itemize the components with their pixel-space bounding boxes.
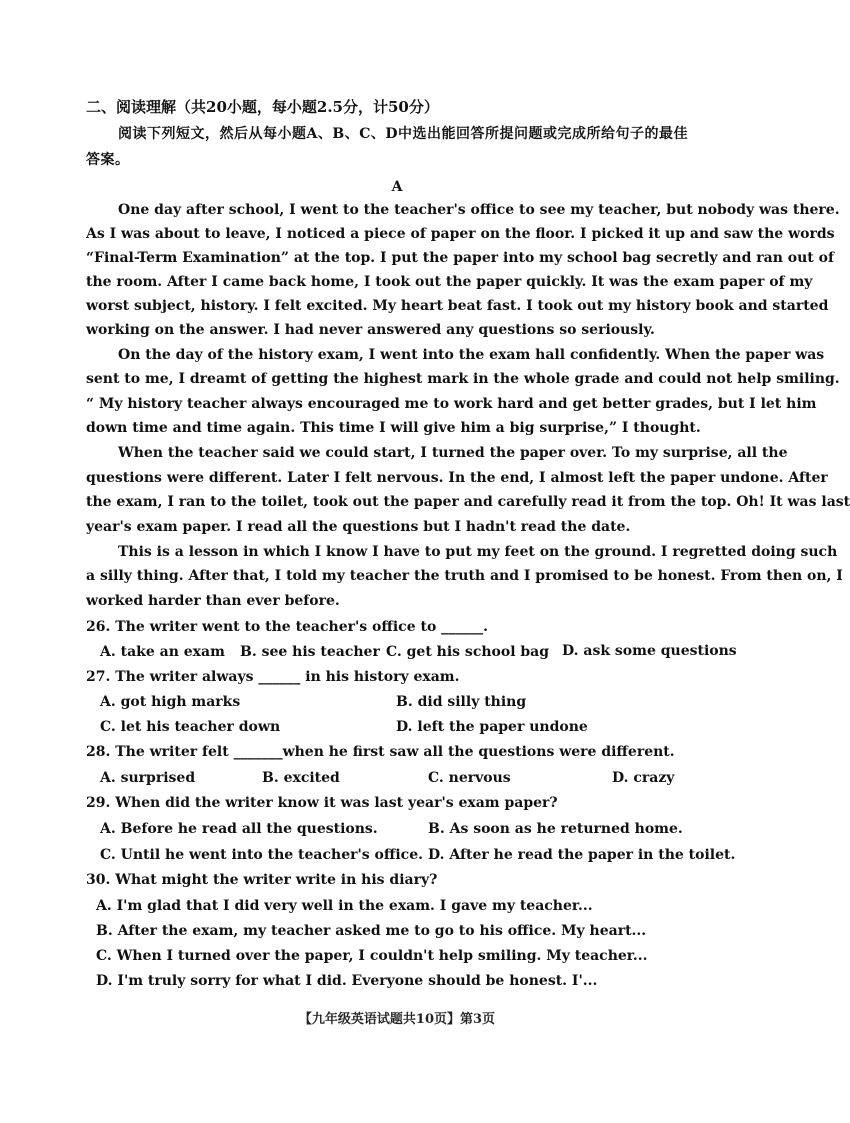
section-title: 二、阅读理解（共20小题，每小题2.5分，计50分） [86,98,439,116]
question-29-stem: 29. When did the writer know it was last year's exam paper? [86,795,558,811]
q27-option-b: B. did silly thing [396,694,527,710]
instruction-line-1: 阅读下列短文，然后从每小题A、B、C、D中选出能回答所提问题或完成所给句子的最佳 [118,126,688,142]
passage-line: When the teacher said we could start, I turned the paper over. To my surprise, all the [118,445,788,461]
q27-option-a: A. got high marks [100,694,241,710]
q30-option-d: D. I'm truly sorry for what I did. Everyone should be honest. I'... [96,973,598,989]
passage-line: sent to me, I dreamt of getting the highest mark in the whole grade and could not help smiling. [86,371,840,387]
q30-option-a: A. I'm glad that I did very well in the exam. I gave my teacher... [96,898,593,914]
passage-line: One day after school, I went to the teacher's office to see my teacher, but nobody was there. [118,202,840,218]
passage-line: working on the answer. I had never answered any questions so seriously. [86,322,655,338]
page-footer: 【九年级英语试题共10页】第3页 [298,1012,496,1027]
q26-option-d: D. ask some questions [562,643,737,659]
q28-option-a: A. surprised [100,770,196,786]
passage-line: the exam, I ran to the toilet, took out the paper and carefully read it from the top. Oh! It was last [86,494,850,510]
passage-label: A [391,179,403,195]
passage-line: As I was about to leave, I noticed a piece of paper on the floor. I picked it up and saw the words [86,226,835,242]
q26-option-a: A. take an exam [100,644,225,660]
question-26-stem: 26. The writer went to the teacher's office to ______. [86,619,489,635]
q28-option-c: C. nervous [428,770,511,786]
passage-line: a silly thing. After that, I told my teacher the truth and I promised to be honest. From then on, I [86,568,843,584]
q30-option-c: C. When I turned over the paper, I couldn't help smiling. My teacher... [96,948,648,964]
q29-option-a: A. Before he read all the questions. [100,821,378,837]
passage-line: the room. After I came back home, I took out the paper quickly. It was the exam paper of my [86,274,813,290]
passage-line: down time and time again. This time I will give him a big surprise,” I thought. [86,420,701,436]
q28-option-b: B. excited [262,770,340,786]
passage-line: worst subject, history. I felt excited. My heart beat fast. I took out my history book and started [86,298,829,314]
q26-option-c: C. get his school bag [386,644,550,660]
passage-line: This is a lesson in which I know I have to put my feet on the ground. I regretted doing such [118,544,838,560]
q29-option-d: D. After he read the paper in the toilet. [428,847,736,863]
passage-line: “ My history teacher always encouraged me to work hard and get better grades, but I let him [86,396,817,412]
passage-line: worked harder than ever before. [86,593,340,609]
passage-line: “Final-Term Examination” at the top. I put the paper into my school bag secretly and ran out of [86,250,834,266]
passage-line: questions were different. Later I felt nervous. In the end, I almost left the paper undone. After [86,470,828,486]
passage-line: year's exam paper. I read all the questions but I hadn't read the date. [86,519,631,535]
instruction-line-2: 答案。 [86,152,130,168]
question-27-stem: 27. The writer always ______ in his history exam. [86,669,460,685]
question-28-stem: 28. The writer felt _______when he first saw all the questions were different. [86,744,675,760]
q29-option-c: C. Until he went into the teacher's office. [100,847,423,863]
q27-option-c: C. let his teacher down [100,719,281,735]
q29-option-b: B. As soon as he returned home. [428,821,683,837]
passage-line: On the day of the history exam, I went into the exam hall confidently. When the paper was [118,347,825,363]
q30-option-b: B. After the exam, my teacher asked me to go to his office. My heart... [96,923,647,939]
question-30-stem: 30. What might the writer write in his diary? [86,872,438,888]
q26-option-b: B. see his teacher [240,644,380,660]
q28-option-d: D. crazy [612,770,675,786]
q27-option-d: D. left the paper undone [396,719,588,735]
